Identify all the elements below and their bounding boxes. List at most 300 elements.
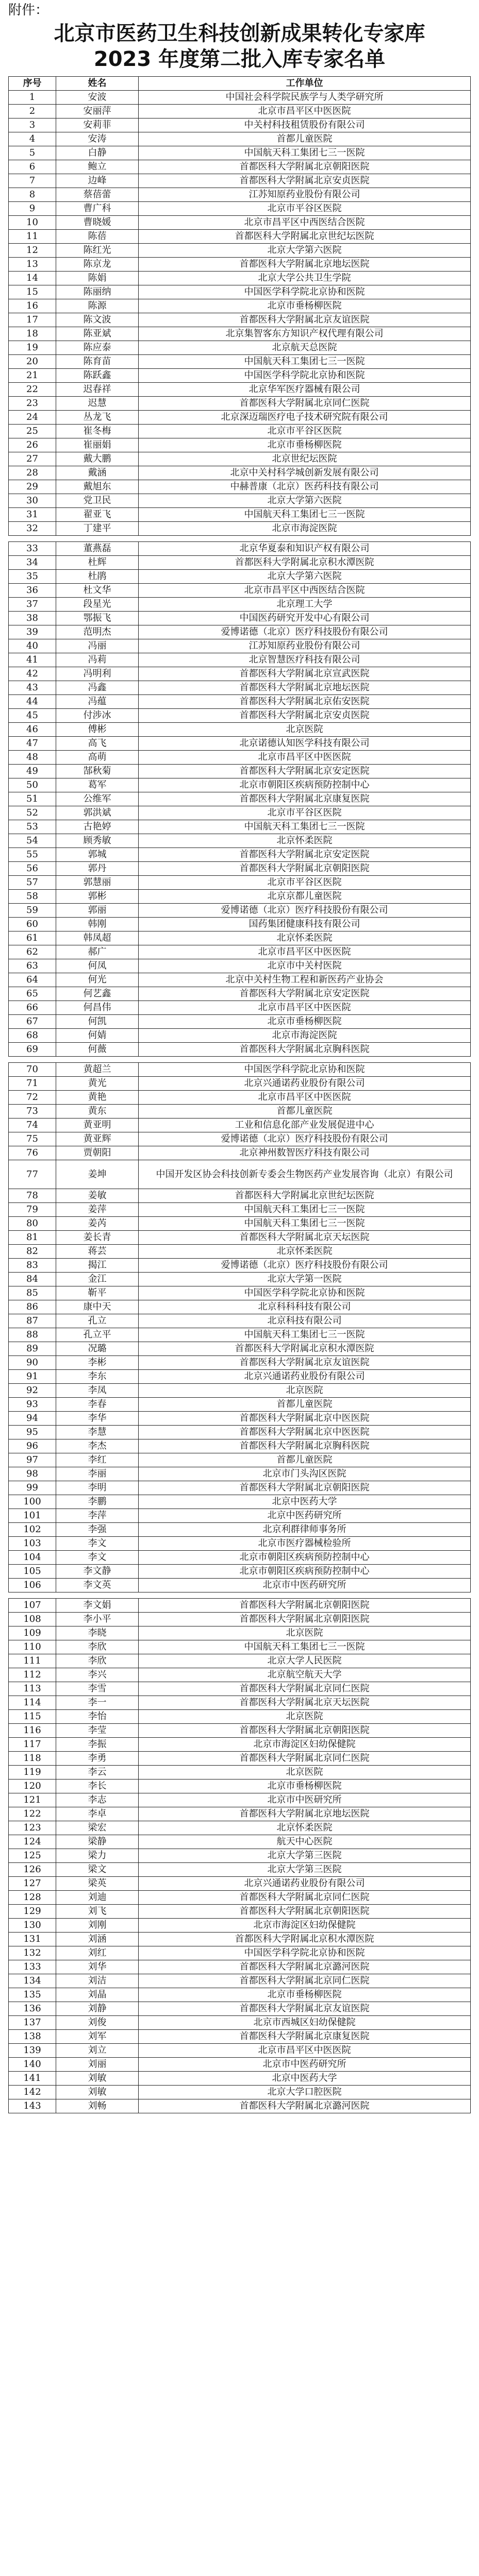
row-organization: 北京市平谷区医院 xyxy=(139,202,471,216)
row-name: 陈娟 xyxy=(56,272,139,285)
row-index: 118 xyxy=(9,1752,56,1766)
row-index: 29 xyxy=(9,480,56,494)
row-index: 71 xyxy=(9,1077,56,1091)
row-index: 103 xyxy=(9,1537,56,1551)
row-name: 边峰 xyxy=(56,174,139,188)
table-row xyxy=(9,118,471,132)
expert-list-table xyxy=(8,76,471,2113)
row-organization: 首都儿童医院 xyxy=(139,1105,471,1118)
row-organization: 中赫普康（北京）医药科技有限公司 xyxy=(139,480,471,494)
table-row xyxy=(9,667,471,681)
table-row xyxy=(9,584,471,598)
table-row xyxy=(9,438,471,452)
table-row xyxy=(9,216,471,230)
row-name: 刘红 xyxy=(56,1946,139,1960)
row-name: 何凤 xyxy=(56,959,139,973)
table-row xyxy=(9,625,471,639)
row-organization: 北京市垂杨柳医院 xyxy=(139,438,471,452)
row-organization: 首都医科大学附属北京朝阳医院 xyxy=(139,1724,471,1738)
row-organization: 北京医院 xyxy=(139,723,471,737)
row-name: 黄东 xyxy=(56,1105,139,1118)
table-row xyxy=(9,327,471,341)
row-organization: 首都医科大学附属北京安定医院 xyxy=(139,848,471,862)
row-organization: 首都医科大学附属北京朝阳医院 xyxy=(139,1481,471,1495)
row-name: 李文英 xyxy=(56,1579,139,1592)
row-name: 陈育苗 xyxy=(56,355,139,369)
row-organization: 北京市昌平区中医医院 xyxy=(139,1001,471,1015)
row-organization: 北京诺德认知医学科技有限公司 xyxy=(139,737,471,751)
row-organization: 首都医科大学附属北京天坛医院 xyxy=(139,1231,471,1245)
row-name: 付涉冰 xyxy=(56,709,139,723)
row-organization: 首都儿童医院 xyxy=(139,132,471,146)
table-row xyxy=(9,1877,471,1891)
row-name: 刘迪 xyxy=(56,1891,139,1905)
table-row xyxy=(9,1370,471,1384)
row-name: 李一 xyxy=(56,1696,139,1710)
row-organization: 首都医科大学附属北京潞河医院 xyxy=(139,1960,471,1974)
row-index: 104 xyxy=(9,1551,56,1565)
row-index: 136 xyxy=(9,2002,56,2016)
table-row xyxy=(9,1710,471,1724)
row-name: 靳平 xyxy=(56,1286,139,1300)
row-organization: 首都医科大学附属北京世纪坛医院 xyxy=(139,1189,471,1203)
row-organization: 北京华军医疗器械有限公司 xyxy=(139,383,471,397)
row-name: 李莹 xyxy=(56,1724,139,1738)
row-index: 58 xyxy=(9,890,56,904)
table-row xyxy=(9,1724,471,1738)
row-index: 125 xyxy=(9,1849,56,1863)
row-name: 韩凤超 xyxy=(56,931,139,945)
row-organization: 北京市中关村医院 xyxy=(139,959,471,973)
table-row xyxy=(9,1523,471,1537)
row-index: 112 xyxy=(9,1668,56,1682)
table-row xyxy=(9,1426,471,1439)
row-organization: 北京怀柔医院 xyxy=(139,931,471,945)
row-index: 52 xyxy=(9,806,56,820)
table-row xyxy=(9,132,471,146)
row-organization: 中国航天科工集团七三一医院 xyxy=(139,1203,471,1217)
table-row xyxy=(9,765,471,778)
row-name: 刘敏 xyxy=(56,2072,139,2086)
row-organization: 北京大学第六医院 xyxy=(139,570,471,584)
row-index: 115 xyxy=(9,1710,56,1724)
table-row xyxy=(9,1217,471,1231)
row-organization: 北京市昌平区中医医院 xyxy=(139,1091,471,1105)
row-index: 126 xyxy=(9,1863,56,1877)
row-organization: 北京市平谷区医院 xyxy=(139,876,471,890)
row-name: 郭丽 xyxy=(56,904,139,918)
row-name: 李文娟 xyxy=(56,1599,139,1613)
row-name: 刘刚 xyxy=(56,1919,139,1933)
row-index: 131 xyxy=(9,1933,56,1946)
row-index: 30 xyxy=(9,494,56,508)
table-row xyxy=(9,1118,471,1132)
row-index: 56 xyxy=(9,862,56,876)
row-index: 139 xyxy=(9,2044,56,2058)
row-organization: 首都儿童医院 xyxy=(139,1398,471,1412)
table-row xyxy=(9,1919,471,1933)
row-organization: 首都医科大学附属北京潞河医院 xyxy=(139,2099,471,2113)
row-index: 5 xyxy=(9,146,56,160)
row-name: 傅彬 xyxy=(56,723,139,737)
table-row xyxy=(9,1891,471,1905)
row-index: 105 xyxy=(9,1565,56,1579)
table-row xyxy=(9,820,471,834)
row-name: 何薇 xyxy=(56,1043,139,1057)
row-name: 冯明利 xyxy=(56,667,139,681)
row-organization: 北京大学公共卫生学院 xyxy=(139,272,471,285)
table-row xyxy=(9,1613,471,1626)
row-index: 73 xyxy=(9,1105,56,1118)
row-organization: 首都医科大学附属北京地坛医院 xyxy=(139,1807,471,1821)
header-index: 序号 xyxy=(9,77,56,91)
row-index: 134 xyxy=(9,1974,56,1988)
row-organization: 北京市昌平区中医医院 xyxy=(139,945,471,959)
row-organization: 北京兴通诺药业股份有限公司 xyxy=(139,1877,471,1891)
table-row xyxy=(9,1654,471,1668)
row-name: 梁宏 xyxy=(56,1821,139,1835)
row-name: 曹晓媛 xyxy=(56,216,139,230)
row-organization: 首都医科大学附属北京地坛医院 xyxy=(139,258,471,272)
row-index: 74 xyxy=(9,1118,56,1132)
table-row xyxy=(9,931,471,945)
row-organization: 北京京都儿童医院 xyxy=(139,890,471,904)
row-index: 36 xyxy=(9,584,56,598)
row-name: 李东 xyxy=(56,1370,139,1384)
row-name: 李卓 xyxy=(56,1807,139,1821)
row-name: 刘晶 xyxy=(56,1988,139,2002)
row-name: 李彬 xyxy=(56,1356,139,1370)
row-index: 60 xyxy=(9,918,56,931)
table-row xyxy=(9,313,471,327)
row-name: 孔立平 xyxy=(56,1328,139,1342)
table-row xyxy=(9,1738,471,1752)
row-organization: 中国航天科工集团七三一医院 xyxy=(139,508,471,522)
row-index: 43 xyxy=(9,681,56,695)
row-organization: 北京理工大学 xyxy=(139,598,471,612)
row-organization: 中国医药研究开发中心有限公司 xyxy=(139,612,471,625)
row-organization: 北京医院 xyxy=(139,1710,471,1724)
row-organization: 首都医科大学附属北京朝阳医院 xyxy=(139,1613,471,1626)
row-index: 19 xyxy=(9,341,56,355)
table-row xyxy=(9,2072,471,2086)
row-name: 蔡蓓蕾 xyxy=(56,188,139,202)
row-index: 59 xyxy=(9,904,56,918)
row-organization: 北京兴通诺药业股份有限公司 xyxy=(139,1370,471,1384)
row-name: 黄光 xyxy=(56,1077,139,1091)
row-name: 刘华 xyxy=(56,1960,139,1974)
row-organization: 中国社会科学院民族学与人类学研究所 xyxy=(139,91,471,105)
table-row xyxy=(9,1863,471,1877)
table-row xyxy=(9,1849,471,1863)
table-row xyxy=(9,1314,471,1328)
row-organization: 首都医科大学附属北京朝阳医院 xyxy=(139,160,471,174)
row-name: 蒋芸 xyxy=(56,1245,139,1259)
row-index: 54 xyxy=(9,834,56,848)
row-name: 李长 xyxy=(56,1780,139,1793)
table-row xyxy=(9,508,471,522)
row-index: 26 xyxy=(9,438,56,452)
row-organization: 北京市昌平区中医医院 xyxy=(139,105,471,118)
row-index: 6 xyxy=(9,160,56,174)
row-index: 64 xyxy=(9,973,56,987)
row-organization: 首都医科大学附属北京天坛医院 xyxy=(139,1696,471,1710)
row-organization: 首都医科大学附属北京友谊医院 xyxy=(139,2002,471,2016)
table-header-row xyxy=(9,77,471,91)
row-organization: 北京中医药大学 xyxy=(139,1495,471,1509)
table-row xyxy=(9,1328,471,1342)
table-row xyxy=(9,258,471,272)
page-break-cell xyxy=(9,1592,471,1599)
table-row xyxy=(9,355,471,369)
table-row xyxy=(9,202,471,216)
table-row xyxy=(9,174,471,188)
table-row xyxy=(9,709,471,723)
row-name: 韩刚 xyxy=(56,918,139,931)
row-organization: 首都医科大学附属北京同仁医院 xyxy=(139,1682,471,1696)
row-index: 22 xyxy=(9,383,56,397)
row-organization: 首都医科大学附属北京友谊医院 xyxy=(139,313,471,327)
table-row xyxy=(9,1668,471,1682)
row-name: 戴大鹏 xyxy=(56,452,139,466)
row-organization: 中关村科技租赁股份有限公司 xyxy=(139,118,471,132)
row-index: 81 xyxy=(9,1231,56,1245)
table-row xyxy=(9,105,471,118)
row-organization: 爱博诺德（北京）医疗科技股份有限公司 xyxy=(139,625,471,639)
row-organization: 北京市朝阳区疾病预防控制中心 xyxy=(139,1565,471,1579)
row-name: 翟亚飞 xyxy=(56,508,139,522)
row-name: 冯鑫 xyxy=(56,681,139,695)
table-row xyxy=(9,2030,471,2044)
row-index: 38 xyxy=(9,612,56,625)
table-row xyxy=(9,1807,471,1821)
table-row xyxy=(9,2086,471,2099)
row-index: 130 xyxy=(9,1919,56,1933)
row-index: 113 xyxy=(9,1682,56,1696)
row-name: 李丽 xyxy=(56,1467,139,1481)
row-name: 刘涵 xyxy=(56,1933,139,1946)
table-row xyxy=(9,681,471,695)
row-index: 20 xyxy=(9,355,56,369)
table-row xyxy=(9,834,471,848)
table-row xyxy=(9,1933,471,1946)
row-index: 137 xyxy=(9,2016,56,2030)
row-organization: 北京医院 xyxy=(139,1626,471,1640)
row-index: 28 xyxy=(9,466,56,480)
row-organization: 首都医科大学附属北京安定医院 xyxy=(139,987,471,1001)
table-row xyxy=(9,1300,471,1314)
table-row xyxy=(9,1766,471,1780)
row-index: 18 xyxy=(9,327,56,341)
table-row xyxy=(9,1835,471,1849)
table-row xyxy=(9,1356,471,1370)
table-row xyxy=(9,1793,471,1807)
row-index: 40 xyxy=(9,639,56,653)
row-index: 111 xyxy=(9,1654,56,1668)
row-index: 4 xyxy=(9,132,56,146)
table-row xyxy=(9,542,471,556)
row-index: 106 xyxy=(9,1579,56,1592)
table-row xyxy=(9,1160,471,1189)
row-index: 88 xyxy=(9,1328,56,1342)
table-row xyxy=(9,522,471,536)
row-organization: 北京华夏泰和知识产权有限公司 xyxy=(139,542,471,556)
table-row xyxy=(9,987,471,1001)
table-row xyxy=(9,1259,471,1273)
row-organization: 首都医科大学附属北京同仁医院 xyxy=(139,1974,471,1988)
row-name: 何昌伟 xyxy=(56,1001,139,1015)
row-name: 刘敏 xyxy=(56,2086,139,2099)
row-name: 陈京龙 xyxy=(56,258,139,272)
table-row xyxy=(9,806,471,820)
row-organization: 首都医科大学附属北京胸科医院 xyxy=(139,1043,471,1057)
row-index: 69 xyxy=(9,1043,56,1057)
table-row xyxy=(9,2044,471,2058)
table-row xyxy=(9,778,471,792)
row-organization: 爱博诺德（北京）医疗科技股份有限公司 xyxy=(139,1132,471,1146)
row-name: 刘畅 xyxy=(56,2099,139,2113)
table-row xyxy=(9,188,471,202)
table-row xyxy=(9,1481,471,1495)
table-row xyxy=(9,2058,471,2072)
row-name: 李勇 xyxy=(56,1752,139,1766)
row-index: 33 xyxy=(9,542,56,556)
row-index: 35 xyxy=(9,570,56,584)
row-index: 141 xyxy=(9,2072,56,2086)
table-row xyxy=(9,1398,471,1412)
row-name: 李小平 xyxy=(56,1613,139,1626)
row-organization: 北京市垂杨柳医院 xyxy=(139,1015,471,1029)
row-index: 143 xyxy=(9,2099,56,2113)
table-row xyxy=(9,1342,471,1356)
row-name: 丛龙飞 xyxy=(56,411,139,425)
table-row xyxy=(9,945,471,959)
row-name: 曹广科 xyxy=(56,202,139,216)
row-name: 揭江 xyxy=(56,1259,139,1273)
row-name: 何凯 xyxy=(56,1015,139,1029)
row-index: 84 xyxy=(9,1273,56,1286)
row-organization: 首都医科大学附属北京朝阳医院 xyxy=(139,1599,471,1613)
row-organization: 首都医科大学附属北京安贞医院 xyxy=(139,174,471,188)
row-organization: 工业和信息化部产业发展促进中心 xyxy=(139,1118,471,1132)
row-name: 郭城 xyxy=(56,848,139,862)
table-row xyxy=(9,737,471,751)
row-organization: 北京大学口腔医院 xyxy=(139,2086,471,2099)
table-row xyxy=(9,1640,471,1654)
row-index: 11 xyxy=(9,230,56,244)
row-organization: 中国医学科学院北京协和医院 xyxy=(139,1946,471,1960)
row-organization: 中国开发区协会科技创新专委会生物医药产业发展咨询（北京）有限公司 xyxy=(139,1160,471,1189)
table-row xyxy=(9,1579,471,1592)
row-index: 77 xyxy=(9,1160,56,1189)
row-organization: 首都医科大学附属北京积水潭医院 xyxy=(139,556,471,570)
row-name: 安丽萍 xyxy=(56,105,139,118)
row-index: 51 xyxy=(9,792,56,806)
table-row xyxy=(9,1245,471,1259)
row-organization: 北京医院 xyxy=(139,1766,471,1780)
table-row xyxy=(9,1551,471,1565)
table-row xyxy=(9,1974,471,1988)
table-row xyxy=(9,1412,471,1426)
page-break-gap xyxy=(9,536,471,542)
row-index: 10 xyxy=(9,216,56,230)
row-index: 48 xyxy=(9,751,56,765)
row-index: 89 xyxy=(9,1342,56,1356)
row-index: 75 xyxy=(9,1132,56,1146)
row-name: 李欣 xyxy=(56,1654,139,1668)
row-organization: 国药集团健康科技有限公司 xyxy=(139,918,471,931)
row-name: 刘俊 xyxy=(56,2016,139,2030)
row-organization: 北京大学人民医院 xyxy=(139,1654,471,1668)
table-row xyxy=(9,695,471,709)
table-row xyxy=(9,1495,471,1509)
row-name: 陈丽纳 xyxy=(56,285,139,299)
row-organization: 首都医科大学附属北京安定医院 xyxy=(139,765,471,778)
row-organization: 北京市西城区妇幼保健院 xyxy=(139,2016,471,2030)
table-row xyxy=(9,146,471,160)
row-index: 135 xyxy=(9,1988,56,2002)
row-index: 116 xyxy=(9,1724,56,1738)
table-row xyxy=(9,299,471,313)
row-organization: 北京中医药研究所 xyxy=(139,1509,471,1523)
row-name: 况璐 xyxy=(56,1342,139,1356)
row-name: 梁静 xyxy=(56,1835,139,1849)
row-name: 李鹏 xyxy=(56,1495,139,1509)
table-row xyxy=(9,341,471,355)
row-name: 郭彬 xyxy=(56,890,139,904)
row-organization: 首都医科大学附属北京同仁医院 xyxy=(139,1891,471,1905)
row-index: 92 xyxy=(9,1384,56,1398)
row-name: 冯丽 xyxy=(56,639,139,653)
table-row xyxy=(9,556,471,570)
row-index: 124 xyxy=(9,1835,56,1849)
table-row xyxy=(9,1988,471,2002)
table-row xyxy=(9,160,471,174)
row-index: 65 xyxy=(9,987,56,1001)
page-break-cell xyxy=(9,536,471,542)
row-index: 98 xyxy=(9,1467,56,1481)
row-name: 何婧 xyxy=(56,1029,139,1043)
table-row xyxy=(9,1599,471,1613)
row-name: 姜萍 xyxy=(56,1203,139,1217)
page-break-gap xyxy=(9,1057,471,1063)
row-organization: 江苏知原药业股份有限公司 xyxy=(139,188,471,202)
table-row xyxy=(9,1565,471,1579)
row-organization: 首都医科大学附属北京积水潭医院 xyxy=(139,1933,471,1946)
table-row xyxy=(9,1286,471,1300)
table-row xyxy=(9,494,471,508)
row-organization: 北京市昌平区中西医结合医院 xyxy=(139,584,471,598)
row-organization: 北京医院 xyxy=(139,1384,471,1398)
row-name: 李春 xyxy=(56,1398,139,1412)
row-name: 陈红光 xyxy=(56,244,139,258)
row-name: 黄亚辉 xyxy=(56,1132,139,1146)
row-name: 刘丽 xyxy=(56,2058,139,2072)
row-organization: 北京市海淀医院 xyxy=(139,1029,471,1043)
row-organization: 首都医科大学附属北京安贞医院 xyxy=(139,709,471,723)
row-organization: 北京市门头沟区医院 xyxy=(139,1467,471,1481)
row-index: 133 xyxy=(9,1960,56,1974)
row-index: 94 xyxy=(9,1412,56,1426)
row-index: 49 xyxy=(9,765,56,778)
row-name: 梁力 xyxy=(56,1849,139,1863)
row-organization: 北京中医药大学 xyxy=(139,2072,471,2086)
row-organization: 中国航天科工集团七三一医院 xyxy=(139,1640,471,1654)
row-index: 39 xyxy=(9,625,56,639)
table-row xyxy=(9,1203,471,1217)
row-name: 葛军 xyxy=(56,778,139,792)
row-index: 23 xyxy=(9,397,56,411)
